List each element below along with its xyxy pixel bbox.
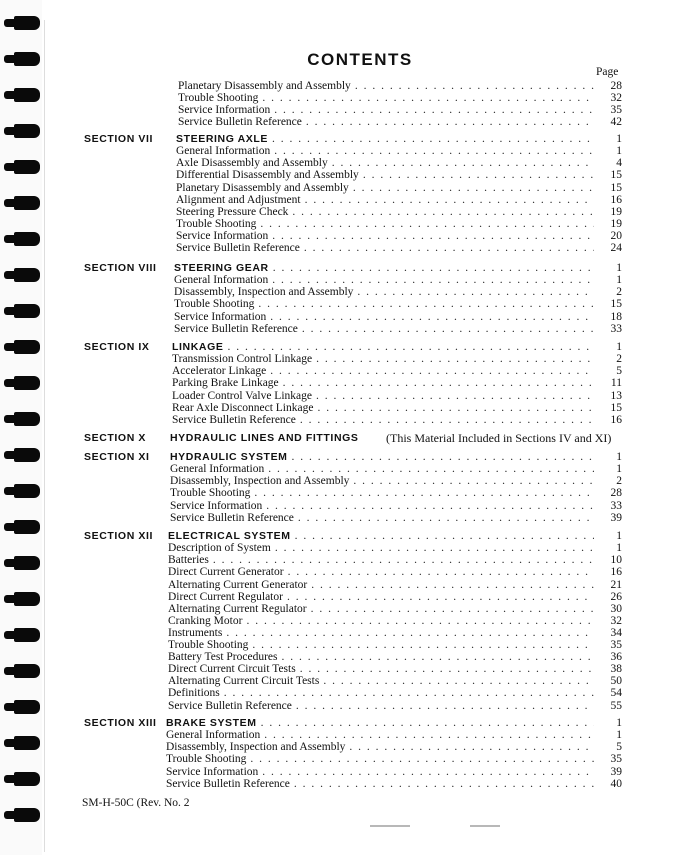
dot-leader xyxy=(311,603,594,615)
toc-entry-page: 40 xyxy=(610,777,622,790)
toc-entry xyxy=(176,206,622,218)
toc-entry xyxy=(176,145,622,157)
binding-ring xyxy=(14,340,40,354)
dot-leader xyxy=(363,169,594,181)
toc-entry-label: Direct Current Regulator xyxy=(168,590,283,603)
toc-entry-label: General Information xyxy=(176,145,271,158)
toc-entry-page: 4 xyxy=(616,157,622,170)
dot-leader xyxy=(258,298,594,310)
toc-entry-page: 36 xyxy=(610,651,622,664)
toc-entry-label: Loader Control Valve Linkage xyxy=(172,389,312,402)
toc-entry xyxy=(178,80,622,92)
toc-entry xyxy=(168,591,622,603)
toc-entry xyxy=(170,512,622,524)
toc-entry-label: General Information xyxy=(174,274,269,287)
toc-entry-page: 5 xyxy=(616,741,622,754)
toc-entry-page: 16 xyxy=(610,413,622,426)
section-title: BRAKE SYSTEM xyxy=(166,717,257,729)
toc-entry-label: Alternating Current Generator xyxy=(168,578,308,591)
toc-entry-page: 54 xyxy=(610,687,622,700)
toc-entry xyxy=(172,414,622,426)
toc-entry xyxy=(178,104,622,116)
section-page: 1 xyxy=(616,530,622,542)
section-label: SECTION X xyxy=(84,432,146,444)
toc-entry-label: Rear Axle Disconnect Linkage xyxy=(172,401,314,414)
dot-leader xyxy=(266,500,594,512)
dot-leader xyxy=(268,463,594,475)
dot-leader xyxy=(227,341,594,353)
toc-entry-label: Planetary Disassembly and Assembly xyxy=(176,181,349,194)
dot-leader xyxy=(264,729,594,741)
toc-entry-label: Service Information xyxy=(170,499,263,512)
toc-entry xyxy=(170,463,622,475)
binding-ring xyxy=(14,304,40,318)
toc-entry-page: 1 xyxy=(616,274,622,287)
binding-ring xyxy=(14,772,40,786)
toc-entry xyxy=(172,353,622,365)
dot-leader xyxy=(294,778,594,790)
binding-ring xyxy=(14,556,40,570)
dot-leader xyxy=(316,390,594,402)
section-page: 1 xyxy=(616,451,622,463)
toc-entry-label: Service Bulletin Reference xyxy=(178,116,302,129)
scan-mark xyxy=(470,825,500,827)
section-title: ELECTRICAL SYSTEM xyxy=(168,530,291,542)
dot-leader xyxy=(311,579,594,591)
toc-entry xyxy=(168,700,622,712)
toc-entry-label: Service Bulletin Reference xyxy=(174,322,298,335)
toc-entry xyxy=(168,615,622,627)
toc-entry-label: Trouble Shooting xyxy=(168,639,249,651)
dot-leader xyxy=(275,542,594,554)
toc-entry-label: Batteries xyxy=(168,554,209,567)
dot-leader xyxy=(281,651,594,663)
dot-leader xyxy=(298,512,594,524)
toc-entry-page: 5 xyxy=(616,365,622,378)
toc-entry-page: 21 xyxy=(610,578,622,591)
toc-entry-label: Service Information xyxy=(174,310,267,323)
dot-leader xyxy=(213,554,594,566)
section-heading-row xyxy=(172,341,622,353)
toc-entry-page: 15 xyxy=(610,401,622,414)
toc-entry xyxy=(176,218,622,230)
toc-entry-page: 15 xyxy=(610,181,622,194)
toc-entry xyxy=(174,274,622,286)
toc-entry-page: 33 xyxy=(610,499,622,512)
toc-entry xyxy=(176,182,622,194)
binding-ring xyxy=(14,664,40,678)
dot-leader xyxy=(316,353,594,365)
binding-ring xyxy=(14,700,40,714)
binding-ring xyxy=(14,484,40,498)
toc-entry-page: 16 xyxy=(610,566,622,579)
toc-entry xyxy=(168,663,622,675)
toc-entry-page: 2 xyxy=(616,353,622,366)
binding-ring xyxy=(14,520,40,534)
toc-entry-page: 15 xyxy=(610,169,622,182)
toc-entry-page: 42 xyxy=(610,116,622,129)
dot-leader xyxy=(254,487,594,499)
section-heading-row xyxy=(168,530,622,542)
section-label: SECTION XII xyxy=(84,530,154,542)
toc-entry xyxy=(166,778,622,790)
toc-entry-label: Trouble Shooting xyxy=(178,92,259,105)
toc-entry-label: General Information xyxy=(166,729,261,742)
toc-entry xyxy=(168,675,622,687)
section-note: (This Material Included in Sections IV and XI) xyxy=(386,431,612,445)
toc-entry-label: Trouble Shooting xyxy=(170,487,251,500)
toc-entry-page: 1 xyxy=(616,145,622,158)
toc-entry xyxy=(178,92,622,104)
toc-entry xyxy=(172,402,622,414)
toc-entry-page: 33 xyxy=(610,322,622,335)
toc-entry-page: 15 xyxy=(610,298,622,311)
toc-entry-label: Alternating Current Regulator xyxy=(168,602,307,615)
toc-entry xyxy=(172,377,622,389)
toc-entry xyxy=(172,390,622,402)
toc-entry xyxy=(168,651,622,663)
toc-entry xyxy=(168,554,622,566)
toc-entry-label: Disassembly, Inspection and Assembly xyxy=(174,286,354,299)
dot-leader xyxy=(353,475,594,487)
toc-entry-label: Accelerator Linkage xyxy=(172,365,267,378)
dot-leader xyxy=(300,414,594,426)
section-page: 1 xyxy=(616,717,622,729)
toc-entry-page: 11 xyxy=(610,377,622,390)
toc-entry-page: 19 xyxy=(610,205,622,218)
toc-entry-label: Service Bulletin Reference xyxy=(176,242,300,254)
dot-leader xyxy=(261,717,594,729)
section-heading-row xyxy=(166,717,622,729)
toc-entry-label: Service Bulletin Reference xyxy=(166,777,290,790)
toc-entry-label: Axle Disassembly and Assembly xyxy=(176,157,328,170)
toc-entry-page: 28 xyxy=(610,80,622,92)
toc-entry xyxy=(168,566,622,578)
dot-leader xyxy=(332,157,594,169)
binding-ring xyxy=(14,736,40,750)
dot-leader xyxy=(292,451,594,463)
page-column-header: Page xyxy=(596,66,619,78)
toc-entry xyxy=(166,729,622,741)
dot-leader xyxy=(288,566,594,578)
toc-entry xyxy=(178,116,622,128)
dot-leader xyxy=(250,753,594,765)
toc-entry-label: Trouble Shooting xyxy=(166,753,247,766)
toc-entry-page: 35 xyxy=(610,753,622,766)
binding-ring xyxy=(14,160,40,174)
toc-entry-label: Transmission Control Linkage xyxy=(172,353,313,366)
spiral-binding xyxy=(0,0,42,855)
binding-ring xyxy=(14,412,40,426)
toc-entry-label: Parking Brake Linkage xyxy=(172,377,279,390)
document-code: SM-H-50C (Rev. No. 2 xyxy=(82,797,190,809)
toc-entry-page: 35 xyxy=(610,639,622,651)
dot-leader xyxy=(272,274,594,286)
toc-entry-page: 50 xyxy=(610,675,622,688)
dot-leader xyxy=(226,627,594,639)
binding-ring xyxy=(14,808,40,822)
toc-entry-page: 39 xyxy=(610,765,622,778)
toc-entry-page: 20 xyxy=(610,229,622,242)
toc-entry-label: Trouble Shooting xyxy=(174,298,255,311)
toc-entry-label: Instruments xyxy=(168,626,223,639)
toc-entry xyxy=(172,365,622,377)
dot-leader xyxy=(296,700,594,712)
section-title: HYDRAULIC SYSTEM xyxy=(170,451,288,463)
toc-entry xyxy=(170,475,622,487)
toc-entry-page: 24 xyxy=(610,242,622,254)
binding-ring xyxy=(14,268,40,282)
toc-entry-label: Trouble Shooting xyxy=(176,217,257,230)
section-heading-row xyxy=(170,451,622,463)
section-label: SECTION VII xyxy=(84,133,154,145)
section-heading-row xyxy=(174,262,622,274)
dot-leader xyxy=(270,365,594,377)
dot-leader xyxy=(224,687,594,699)
dot-leader xyxy=(246,615,594,627)
toc-entry-label: Alternating Current Circuit Tests xyxy=(168,675,320,688)
toc-entry xyxy=(168,639,622,651)
section-heading-row xyxy=(176,133,622,145)
binding-ring xyxy=(14,232,40,246)
section-page: 1 xyxy=(616,262,622,274)
section-label: SECTION XIII xyxy=(84,717,157,729)
toc-entry-page: 18 xyxy=(610,310,622,323)
toc-entry-label: Battery Test Procedures xyxy=(168,651,278,664)
toc-entry-page: 10 xyxy=(610,554,622,567)
binding-ring xyxy=(14,196,40,210)
dot-leader xyxy=(295,530,594,542)
toc-entry-page: 19 xyxy=(610,217,622,230)
binding-ring xyxy=(14,376,40,390)
toc-entry-page: 30 xyxy=(610,602,622,615)
toc-entry xyxy=(168,603,622,615)
toc-entry-page: 1 xyxy=(616,542,622,555)
toc-entry-label: Direct Current Circuit Tests xyxy=(168,663,296,676)
toc-entry xyxy=(168,627,622,639)
toc-entry-label: Planetary Disassembly and Assembly xyxy=(178,80,351,92)
dot-leader xyxy=(353,182,594,194)
binding-ring xyxy=(14,124,40,138)
dot-leader xyxy=(273,262,594,274)
binding-ring xyxy=(14,448,40,462)
toc-entry-page: 13 xyxy=(610,389,622,402)
toc-entry-label: General Information xyxy=(170,463,265,476)
toc-entry xyxy=(174,323,622,335)
binding-ring xyxy=(14,88,40,102)
toc-entry-page: 32 xyxy=(610,92,622,105)
toc-entry xyxy=(176,242,622,254)
dot-leader xyxy=(304,242,594,254)
toc-entry xyxy=(176,169,622,181)
dot-leader xyxy=(283,377,594,389)
toc-entry xyxy=(168,687,622,699)
toc-entry-page: 2 xyxy=(616,475,622,488)
page-title: CONTENTS xyxy=(307,50,413,69)
toc-entry-page: 2 xyxy=(616,286,622,299)
toc-entry xyxy=(168,542,622,554)
toc-entry-label: Service Bulletin Reference xyxy=(170,511,294,524)
section-page: 1 xyxy=(616,341,622,353)
toc-entry-page: 1 xyxy=(616,729,622,742)
toc-entry-label: Differential Disassembly and Assembly xyxy=(176,169,359,182)
toc-entry-page: 26 xyxy=(610,590,622,603)
section-title: LINKAGE xyxy=(172,341,224,353)
dot-leader xyxy=(272,133,594,145)
toc-entry xyxy=(176,230,622,242)
binding-ring xyxy=(14,592,40,606)
dot-leader xyxy=(306,116,594,128)
toc-entry-page: 1 xyxy=(616,463,622,476)
section-title: STEERING AXLE xyxy=(176,133,269,145)
dot-leader xyxy=(305,194,594,206)
toc-entry-page: 34 xyxy=(610,626,622,639)
binding-ring xyxy=(14,628,40,642)
dot-leader xyxy=(292,206,594,218)
dot-leader xyxy=(262,92,594,104)
toc-entry-label: Disassembly, Inspection and Assembly xyxy=(170,475,350,488)
toc-entry-label: Service Bulletin Reference xyxy=(168,699,292,712)
toc-entry xyxy=(174,286,622,298)
toc-entry-label: Cranking Motor xyxy=(168,614,243,627)
section-label: SECTION VIII xyxy=(84,262,157,274)
toc-entry-label: Description of System xyxy=(168,542,271,555)
scan-mark xyxy=(370,825,410,827)
binding-ring xyxy=(14,16,40,30)
dot-leader xyxy=(262,766,594,778)
toc-entry xyxy=(176,194,622,206)
toc-entry-label: Service Information xyxy=(166,765,259,778)
toc-entry-label: Service Information xyxy=(178,104,271,117)
toc-entry-label: Service Information xyxy=(176,229,269,242)
section-label: SECTION XI xyxy=(84,451,150,463)
toc-entry xyxy=(170,487,622,499)
toc-entry-page: 35 xyxy=(610,104,622,117)
toc-entry xyxy=(166,741,622,753)
dot-leader xyxy=(274,104,594,116)
dot-leader xyxy=(357,286,594,298)
toc-entry-page: 16 xyxy=(610,193,622,206)
toc-entry xyxy=(166,766,622,778)
toc-entry-label: Alignment and Adjustment xyxy=(176,193,301,206)
dot-leader xyxy=(287,591,594,603)
toc-entry-label: Disassembly, Inspection and Assembly xyxy=(166,741,346,754)
section-label: SECTION IX xyxy=(84,341,150,353)
toc-entry xyxy=(170,500,622,512)
section-title: STEERING GEAR xyxy=(174,262,269,274)
toc-entry-label: Definitions xyxy=(168,687,220,700)
toc-entry-label: Steering Pressure Check xyxy=(176,205,289,218)
toc-entry-label: Direct Current Generator xyxy=(168,566,284,579)
toc-entry-page: 28 xyxy=(610,487,622,500)
dot-leader xyxy=(302,323,594,335)
dot-leader xyxy=(349,741,594,753)
dot-leader xyxy=(270,311,594,323)
toc-entry xyxy=(174,298,622,310)
dot-leader xyxy=(323,675,594,687)
toc-entry xyxy=(174,311,622,323)
section-title: HYDRAULIC LINES AND FITTINGS xyxy=(170,432,359,444)
dot-leader xyxy=(317,402,594,414)
section-page: 1 xyxy=(616,133,622,145)
dot-leader xyxy=(272,230,594,242)
toc-entry-page: 32 xyxy=(610,614,622,627)
toc-entry xyxy=(166,753,622,765)
dot-leader xyxy=(355,80,594,92)
toc-entry-page: 39 xyxy=(610,511,622,524)
toc-entry-page: 38 xyxy=(610,663,622,676)
toc-entry-label: Service Bulletin Reference xyxy=(172,413,296,426)
dot-leader xyxy=(300,663,594,675)
dot-leader xyxy=(274,145,594,157)
toc-entry-page: 55 xyxy=(610,699,622,712)
toc-entry xyxy=(168,579,622,591)
dot-leader xyxy=(260,218,594,230)
dot-leader xyxy=(252,639,594,651)
toc-entry xyxy=(176,157,622,169)
